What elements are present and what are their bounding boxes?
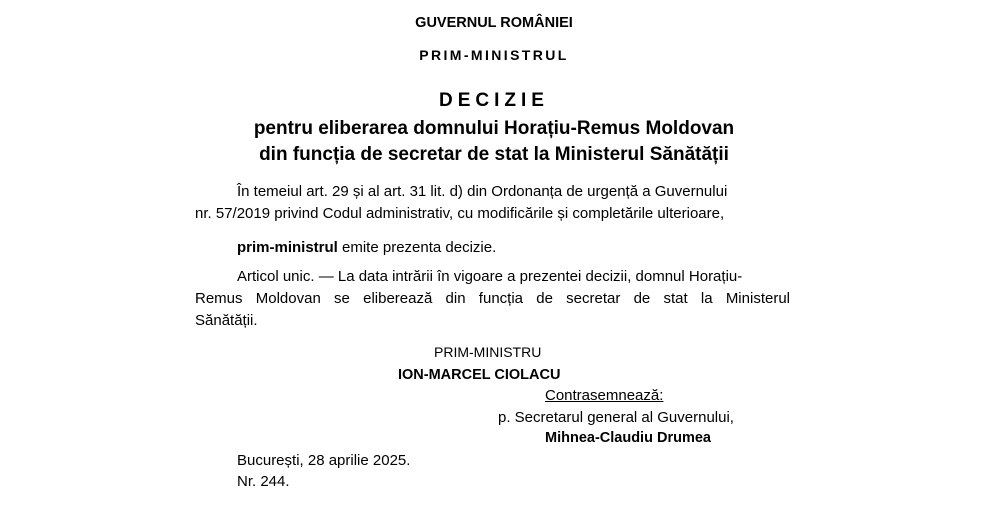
decision-number: Nr. 244. — [237, 473, 290, 490]
signatory-name: ION-MARCEL CIOLACU — [398, 367, 561, 383]
countersign-label: Contrasemnează: — [545, 387, 664, 404]
issuer-paragraph — [237, 237, 790, 259]
issuer-bold-text: prim-ministrul — [237, 239, 338, 256]
article-paragraph — [195, 266, 790, 332]
legal-basis-line-2: nr. 57/2019 privind Codul administrativ, cu modificările și completările ulterioare, — [195, 205, 725, 222]
article-line-3: Sănătății. — [195, 312, 258, 329]
countersign-name: Mihnea-Claudiu Drumea — [545, 430, 711, 446]
article-line-1: Articol unic. — La data intrării în vigoare a prezentei decizii, domnul Horațiu- — [237, 268, 743, 285]
legal-basis-line-1: În temeiul art. 29 și al art. 31 lit. d) din Ordonanța de urgență a Guvernului — [237, 183, 728, 200]
place-and-date: București, 28 aprilie 2025. — [237, 452, 411, 469]
issuer-rest-text: emite prezenta decizie. — [337, 239, 497, 256]
countersign-role: p. Secretarul general al Guvernului, — [498, 409, 734, 426]
document-type-title: DECIZIE — [439, 90, 549, 111]
government-header: GUVERNUL ROMÂNIEI — [415, 15, 573, 31]
decision-subject-line-1: pentru eliberarea domnului Horațiu-Remus Moldovan — [253, 118, 735, 139]
signatory-role: PRIM-MINISTRU — [434, 344, 542, 360]
legal-basis-paragraph — [195, 181, 790, 225]
office-title: PRIM-MINISTRUL — [419, 47, 569, 63]
article-line-2: Remus Moldovan se eliberează din funcția de secretar de stat la Ministerul — [195, 290, 790, 307]
decision-subject-line-2: din funcția de secretar de stat la Ministerul Sănătății — [259, 144, 729, 165]
